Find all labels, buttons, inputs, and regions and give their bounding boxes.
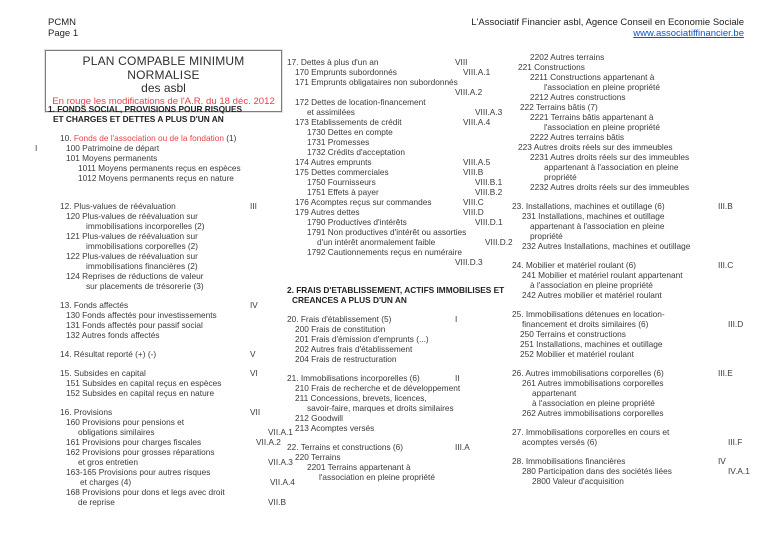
line-text: 232 Autres Installations, machines et outillage — [522, 241, 691, 251]
org-name: L'Associatif Financier asbl, Agence Conseil en Economie Sociale — [471, 17, 744, 28]
header-left — [48, 17, 78, 39]
line-text: 170 Emprunts subordonnés — [295, 67, 397, 77]
line-text: 2800 Valeur d'acquisition — [532, 476, 624, 486]
account-line — [287, 383, 503, 393]
account-line — [48, 320, 286, 330]
line-text: 23. Installations, machines et outillage (6) — [512, 201, 665, 211]
line-text: 241 Mobilier et matériel roulant appartenant — [522, 270, 683, 280]
line-text: 2201 Terrains appartenant à — [307, 462, 411, 472]
line-reference-numeral: VII.B — [268, 497, 286, 507]
account-line — [287, 147, 503, 157]
line-reference-numeral: VIII.D.2 — [485, 237, 513, 247]
line-reference-numeral: I — [455, 314, 458, 324]
account-line — [287, 227, 503, 237]
account-line — [287, 97, 503, 107]
line-reference-numeral: IV.A.1 — [728, 466, 750, 476]
account-line — [512, 290, 766, 300]
account-line — [287, 157, 503, 167]
account-line — [512, 398, 766, 408]
line-text: 25. Immobilisations détenues en location- — [512, 309, 665, 319]
line-text: 202 Autres frais d'établissement — [295, 344, 413, 354]
account-line — [512, 122, 766, 132]
account-line — [48, 349, 286, 359]
line-text: 171 Emprunts obligataires non subordonnés — [295, 77, 458, 87]
line-text: 160 Provisions pour pensions et — [66, 417, 185, 427]
account-line — [287, 257, 503, 267]
line-reference-numeral: VII.A.2 — [256, 437, 281, 447]
line-reference-numeral: VIII.B — [463, 167, 484, 177]
account-line — [512, 270, 766, 280]
line-text: l'association en pleine propriété — [319, 472, 435, 482]
line-text: et gros entretien — [78, 457, 138, 467]
account-line — [287, 197, 503, 207]
line-text: et charges (4) — [80, 477, 132, 487]
line-text-red-segment: Fonds de l'association ou de la fondation — [73, 133, 224, 143]
account-line — [287, 423, 503, 433]
account-line — [48, 427, 293, 437]
account-line — [48, 388, 286, 398]
account-line — [48, 310, 286, 320]
line-text: 250 Terrains et constructions — [520, 329, 626, 339]
account-line — [512, 132, 766, 142]
line-text: 1790 Productives d'intérêts — [307, 217, 407, 227]
line-text: de reprise — [78, 497, 115, 507]
account-line — [512, 182, 766, 192]
line-text: 163-165 Provisions pour autres risques — [66, 467, 211, 477]
account-line — [287, 413, 503, 423]
line-text: savoir-faire, marques et droits similaires — [307, 403, 454, 413]
account-line — [512, 466, 766, 476]
account-line — [287, 314, 503, 324]
account-line — [48, 477, 295, 487]
account-line — [48, 407, 286, 417]
account-line — [48, 271, 286, 281]
account-line — [512, 280, 766, 290]
account-line — [512, 408, 766, 418]
line-text: CREANCES A PLUS D'UN AN — [292, 295, 407, 305]
line-text: 1012 Moyens permanents reçus en nature — [78, 173, 234, 183]
account-line — [48, 201, 286, 211]
line-text: 100 Patrimoine de départ — [66, 143, 160, 153]
line-reference-numeral: V — [250, 349, 256, 359]
account-line — [287, 393, 503, 403]
account-line — [35, 143, 286, 153]
line-reference-numeral: VIII.D — [463, 207, 484, 217]
account-line — [287, 67, 503, 77]
account-line — [48, 487, 286, 497]
account-line — [512, 201, 766, 211]
account-line — [287, 237, 513, 247]
account-line — [287, 442, 503, 452]
line-text: 152 Subsides en capital reçus en nature — [66, 388, 215, 398]
account-line — [48, 457, 293, 467]
line-text: 220 Terrains — [295, 452, 341, 462]
account-line — [48, 497, 286, 507]
line-reference-numeral: VIII.A.5 — [463, 157, 491, 167]
account-line — [287, 167, 503, 177]
account-line — [287, 344, 503, 354]
red-modifications-note: En rouge les modifications de l'A.R. du 18 déc. 2012 — [52, 96, 275, 107]
account-line — [287, 452, 503, 462]
line-reference-numeral: VII.A.3 — [268, 457, 293, 467]
account-line — [287, 207, 503, 217]
line-text: et assimilées — [307, 107, 355, 117]
account-line — [48, 221, 286, 231]
account-line — [48, 467, 286, 477]
line-text: 28. Immobilisations financières — [512, 456, 626, 466]
account-line — [512, 319, 766, 329]
line-text: ET CHARGES ET DETTES A PLUS D'UN AN — [53, 114, 224, 124]
account-line — [512, 231, 766, 241]
account-line — [512, 339, 766, 349]
account-line — [512, 260, 766, 270]
line-text: 1750 Fournisseurs — [307, 177, 376, 187]
account-line — [287, 285, 503, 295]
line-text: 21. Immobilisations incorporelles (6) — [287, 373, 420, 383]
account-line — [48, 368, 286, 378]
line-reference-numeral: IV — [250, 300, 258, 310]
line-text: 2222 Autres terrains bâtis — [530, 132, 625, 142]
account-line — [287, 462, 503, 472]
line-text: 212 Goodwill — [295, 413, 343, 423]
line-reference-numeral: VI — [250, 368, 258, 378]
account-line — [287, 177, 503, 187]
doc-subtitle: des asbl — [141, 81, 186, 95]
line-text: appartenant — [532, 388, 577, 398]
header-right — [471, 17, 744, 39]
account-line — [512, 112, 766, 122]
account-line — [287, 403, 503, 413]
accounts-column-3 — [512, 52, 766, 486]
line-text: 151 Subsides en capital reçus en espèces — [66, 378, 222, 388]
line-reference-numeral: III.B — [718, 201, 733, 211]
line-text: 13. Fonds affectés — [60, 300, 129, 310]
line-text: 2221 Terrains bâtis appartenant à — [530, 112, 654, 122]
accounts-column-1 — [35, 104, 295, 507]
account-line — [48, 104, 286, 114]
line-reference-numeral: VIII.B.1 — [475, 177, 503, 187]
line-text: 174 Autres emprunts — [295, 157, 372, 167]
line-text: 2. FRAIS D'ETABLISSEMENT, ACTIFS IMMOBILISES ET — [287, 285, 505, 295]
account-line — [48, 153, 286, 163]
line-text: 2231 Autres droits réels sur des immeubles — [530, 152, 690, 162]
doc-code: PCMN — [48, 17, 76, 28]
line-text: propriété — [544, 172, 577, 182]
account-line — [512, 152, 766, 162]
account-line — [48, 261, 286, 271]
website-link[interactable]: www.associatiffinancier.be — [633, 28, 744, 39]
line-text: 17. Dettes à plus d'un an — [287, 57, 379, 67]
line-text: 1731 Promesses — [307, 137, 370, 147]
account-line — [287, 295, 503, 305]
line-text: 130 Fonds affectés pour investissements — [66, 310, 217, 320]
account-line — [48, 251, 286, 261]
line-text: 1011 Moyens permanents reçus en espèces — [78, 163, 241, 173]
line-reference-numeral: II — [455, 373, 460, 383]
account-line — [512, 349, 766, 359]
account-line — [48, 437, 286, 447]
line-text: 132 Autres fonds affectés — [66, 330, 160, 340]
margin-roman-label: I — [35, 143, 38, 153]
account-line — [48, 447, 286, 457]
account-line — [512, 309, 766, 319]
line-text: 15. Subsides en capital — [60, 368, 146, 378]
accounts-column-2 — [287, 57, 513, 482]
line-text: 14. Résultat reporté (+) (-) — [60, 349, 157, 359]
line-text: 24. Mobilier et matériel roulant (6) — [512, 260, 637, 270]
line-text: à l'association en pleine propriété — [532, 398, 655, 408]
account-line — [48, 173, 286, 183]
account-line — [512, 211, 766, 221]
account-line — [48, 300, 286, 310]
account-line — [287, 324, 503, 334]
account-line — [512, 72, 766, 82]
line-reference-numeral: III.F — [728, 437, 743, 447]
account-line — [512, 52, 766, 62]
line-reference-numeral: IV — [718, 456, 726, 466]
account-line — [48, 241, 286, 251]
account-line — [512, 102, 766, 112]
line-text: 211 Concessions, brevets, licences, — [295, 393, 427, 403]
account-line — [512, 329, 766, 339]
line-text: 22. Terrains et constructions (6) — [287, 442, 404, 452]
account-line — [512, 388, 766, 398]
account-line — [48, 281, 286, 291]
line-reference-numeral: III.A — [455, 442, 470, 452]
line-text: 176 Acomptes reçus sur commandes — [295, 197, 432, 207]
account-line — [48, 211, 286, 221]
account-line — [512, 221, 766, 231]
account-line — [287, 373, 503, 383]
line-reference-numeral: VIII.A.1 — [463, 67, 491, 77]
line-text: l'association en pleine propriété — [544, 122, 660, 132]
line-text: appartenant à l'association en pleine — [530, 221, 665, 231]
line-reference-numeral: III.C — [718, 260, 734, 270]
line-text: 26. Autres immobilisations corporelles (6) — [512, 368, 664, 378]
account-line — [512, 437, 766, 447]
line-text: acomptes versés (6) — [522, 437, 598, 447]
line-text: 222 Terrains bâtis (7) — [520, 102, 598, 112]
line-text: obligations similaires — [78, 427, 155, 437]
line-text: 1730 Dettes en compte — [307, 127, 393, 137]
line-text: appartenant à l'association en pleine — [544, 162, 679, 172]
line-text: 1. FONDS SOCIAL, PROVISIONS POUR RISQUES — [48, 104, 243, 114]
account-line — [287, 77, 503, 87]
account-line — [512, 162, 766, 172]
line-text: 252 Mobilier et matériel roulant — [520, 349, 634, 359]
line-text: 280 Participation dans des sociétés liées — [522, 466, 672, 476]
line-text: 12. Plus-values de réévaluation — [60, 201, 176, 211]
line-text: 201 Frais d'émission d'emprunts (...) — [295, 334, 429, 344]
line-text: 2212 Autres constructions — [530, 92, 626, 102]
line-reference-numeral: VIII.A.4 — [463, 117, 491, 127]
account-line — [287, 334, 503, 344]
line-reference-numeral: VII.A.4 — [270, 477, 295, 487]
line-text: 231 Installations, machines et outillage — [522, 211, 665, 221]
account-line — [512, 378, 766, 388]
line-text: 2232 Autres droits réels sur des immeubles — [530, 182, 690, 192]
line-reference-numeral: VII.A.1 — [268, 427, 293, 437]
line-text: à l'association en pleine propriété — [530, 280, 653, 290]
line-text: 175 Dettes commerciales — [295, 167, 389, 177]
line-text: 1751 Effets à payer — [307, 187, 379, 197]
line-text: 168 Provisions pour dons et legs avec droit — [66, 487, 225, 497]
account-line — [512, 62, 766, 72]
account-line — [48, 163, 286, 173]
account-line — [512, 427, 766, 437]
account-line — [287, 117, 503, 127]
line-reference-numeral: VII — [250, 407, 261, 417]
line-text-segment: (1) — [223, 133, 237, 143]
account-line — [48, 330, 286, 340]
line-text: 261 Autres immobilisations corporelles — [522, 378, 664, 388]
line-text: 161 Provisions pour charges fiscales — [66, 437, 202, 447]
account-line — [287, 217, 503, 227]
account-line — [287, 472, 503, 482]
account-line — [512, 241, 766, 251]
account-line — [512, 476, 766, 486]
account-line — [48, 231, 286, 241]
line-text: 124 Reprises de réductions de valeur — [66, 271, 204, 281]
line-reference-numeral: VIII.A.2 — [455, 87, 483, 97]
account-line — [287, 57, 503, 67]
line-text: 200 Frais de constitution — [295, 324, 386, 334]
line-text: 2211 Constructions appartenant à — [530, 72, 655, 82]
account-line — [287, 187, 503, 197]
line-text: immobilisations financières (2) — [86, 261, 198, 271]
line-text: 121 Plus-values de réévaluation sur — [66, 231, 198, 241]
line-text: 2202 Autres terrains — [530, 52, 605, 62]
line-reference-numeral: III — [250, 201, 257, 211]
line-text: 262 Autres immobilisations corporelles — [522, 408, 664, 418]
line-text: 122 Plus-values de réévaluation sur — [66, 251, 198, 261]
line-reference-numeral: VIII.D.3 — [455, 257, 483, 267]
line-text-segment: 10. — [60, 133, 74, 143]
line-text: immobilisations corporelles (2) — [86, 241, 199, 251]
line-text: propriété — [530, 231, 563, 241]
line-text: 16. Provisions — [60, 407, 113, 417]
line-text: 251 Installations, machines et outillage — [520, 339, 663, 349]
line-text: financement et droits similaires (6) — [522, 319, 649, 329]
line-text: 242 Autres mobilier et matériel roulant — [522, 290, 662, 300]
line-reference-numeral: III.E — [718, 368, 733, 378]
account-line — [287, 127, 503, 137]
account-line — [512, 92, 766, 102]
account-line — [512, 82, 766, 92]
line-text: 162 Provisions pour grosses réparations — [66, 447, 215, 457]
line-text: 1791 Non productives d'intérêt ou assorties — [307, 227, 467, 237]
line-text: d'un intérêt anormalement faible — [317, 237, 436, 247]
account-line — [287, 354, 503, 364]
line-text: 1792 Cautionnements reçus en numéraire — [307, 247, 462, 257]
line-text — [48, 133, 250, 143]
line-reference-numeral: VIII.C — [463, 197, 484, 207]
line-text: 172 Dettes de location-financement — [295, 97, 426, 107]
line-text: 204 Frais de restructuration — [295, 354, 397, 364]
title-box — [45, 50, 282, 112]
account-line — [48, 417, 286, 427]
line-text: l'association en pleine propriété — [544, 82, 660, 92]
account-line — [512, 142, 766, 152]
account-line — [48, 133, 286, 143]
line-text: 1732 Crédits d'acceptation — [307, 147, 405, 157]
line-text: immobilisations incorporelles (2) — [86, 221, 205, 231]
account-line — [48, 378, 286, 388]
line-text: 27. Immobilisations corporelles en cours et — [512, 427, 670, 437]
account-line — [287, 87, 503, 97]
line-text: 221 Constructions — [518, 62, 585, 72]
account-line — [287, 107, 503, 117]
line-text: 213 Acomptes versés — [295, 423, 375, 433]
account-line — [287, 137, 503, 147]
account-line — [512, 172, 766, 182]
line-reference-numeral: VIII.D.1 — [475, 217, 503, 227]
line-text: 101 Moyens permanents — [66, 153, 158, 163]
line-reference-numeral: VIII.B.2 — [475, 187, 503, 197]
line-reference-numeral: III.D — [728, 319, 744, 329]
line-reference-numeral: VIII — [455, 57, 468, 67]
account-line — [287, 247, 503, 257]
line-reference-numeral: VIII.A.3 — [475, 107, 503, 117]
account-line — [512, 456, 766, 466]
line-text: 173 Etablissements de crédit — [295, 117, 402, 127]
line-text: 20. Frais d'établissement (5) — [287, 314, 392, 324]
account-line — [512, 368, 766, 378]
doc-title: PLAN COMPABLE MINIMUM NORMALISE — [82, 54, 245, 82]
account-line — [48, 114, 286, 124]
line-text: 179 Autres dettes — [295, 207, 360, 217]
page-number: Page 1 — [48, 28, 79, 39]
line-text: sur placements de trésorerie (3) — [86, 281, 204, 291]
line-text: 210 Frais de recherche et de développement — [295, 383, 461, 393]
line-text: 223 Autres droits réels sur des immeubles — [518, 142, 673, 152]
line-text: 131 Fonds affectés pour passif social — [66, 320, 203, 330]
line-text: 120 Plus-values de réévaluation sur — [66, 211, 198, 221]
